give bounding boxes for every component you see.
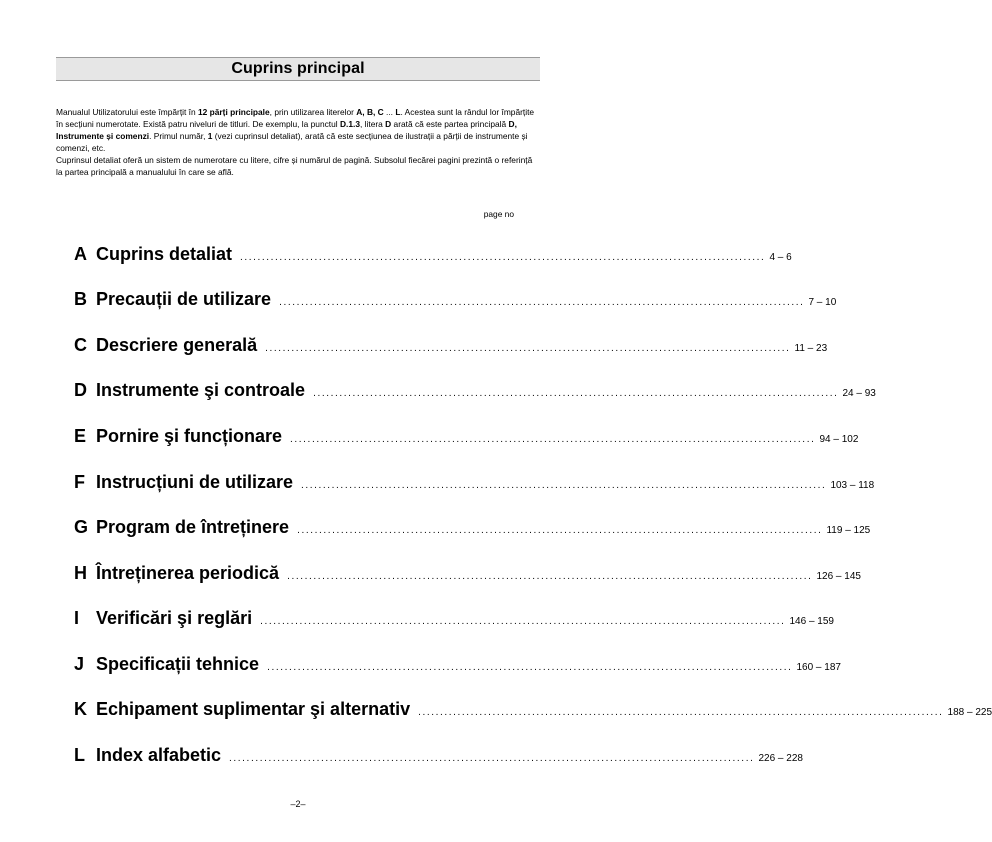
toc-title: Întreținerea periodică bbox=[96, 563, 280, 583]
intro-paragraph-2: Cuprinsul detaliat oferă un sistem de numerotare cu litere, cifre și numărul de pagină. Subsolul fiecărei pagini prezintă o referință la partea principală a manualului în care se află. bbox=[56, 155, 533, 178]
toc-title: Program de întreținere bbox=[96, 517, 290, 537]
toc-pages: 146 – 159 bbox=[789, 616, 834, 627]
toc-entry-l[interactable] bbox=[74, 745, 803, 771]
dot-leader: ........................................................................................................................ bbox=[240, 252, 766, 263]
intro-text bbox=[56, 106, 540, 179]
dot-leader: ........................................................................................................................ bbox=[290, 434, 816, 445]
toc-letter: L bbox=[74, 745, 85, 765]
toc-entry-k[interactable] bbox=[74, 699, 992, 725]
intro-bold-run: 12 părți principale bbox=[197, 107, 270, 117]
page-no-label: page no bbox=[483, 209, 514, 219]
toc-pages: 126 – 145 bbox=[816, 571, 861, 582]
toc-letter: D bbox=[74, 380, 87, 400]
dot-leader: ........................................................................................................................ bbox=[260, 616, 786, 627]
toc-entry-f[interactable] bbox=[74, 472, 875, 498]
toc-pages: 7 – 10 bbox=[808, 297, 837, 308]
intro-text-run: ... bbox=[383, 107, 396, 117]
toc-letter: F bbox=[74, 472, 85, 492]
intro-text-run: (vezi cuprinsul detaliat), arată că este secțiunea de ilustrații a părții de instrumente și comenzi, etc. bbox=[56, 131, 528, 154]
title-bar bbox=[56, 57, 540, 81]
page-number-footer: –2– bbox=[290, 799, 306, 809]
intro-bold-run: A, B, C bbox=[356, 107, 384, 117]
intro-bold-run: L bbox=[395, 107, 401, 117]
toc-pages: 160 – 187 bbox=[796, 662, 841, 673]
toc-entry-c[interactable] bbox=[74, 335, 828, 361]
toc-entry-a[interactable] bbox=[74, 244, 792, 270]
dot-leader: ........................................................................................................................ bbox=[418, 707, 944, 718]
toc-title: Specificații tehnice bbox=[96, 654, 260, 674]
toc-pages: 103 – 118 bbox=[830, 480, 875, 491]
intro-text-run: . Primul număr, bbox=[149, 131, 208, 142]
dot-leader: ........................................................................................................................ bbox=[313, 388, 839, 399]
intro-paragraph-1 bbox=[56, 106, 540, 154]
toc-letter: E bbox=[74, 426, 87, 446]
intro-text-run: arată că este partea principală bbox=[391, 119, 509, 130]
toc-pages: 188 – 225 bbox=[947, 707, 992, 718]
toc-entry-j[interactable] bbox=[74, 654, 841, 680]
toc-title: Descriere generală bbox=[96, 335, 258, 355]
toc-entry-i[interactable] bbox=[74, 608, 834, 634]
toc-letter: C bbox=[74, 335, 87, 355]
toc-entry-h[interactable] bbox=[74, 563, 861, 589]
dot-leader: ........................................................................................................................ bbox=[229, 753, 755, 764]
intro-text-run: Manualul Utilizatorului este împărțit în bbox=[56, 107, 198, 117]
toc-entry-d[interactable] bbox=[74, 380, 876, 406]
toc-title: Instrumente şi controale bbox=[96, 380, 306, 400]
toc-letter: B bbox=[74, 289, 87, 309]
toc-pages: 119 – 125 bbox=[826, 525, 871, 536]
toc-title: Cuprins detaliat bbox=[96, 244, 233, 264]
toc-title: Echipament suplimentar şi alternativ bbox=[96, 699, 411, 719]
toc-pages: 11 – 23 bbox=[794, 343, 828, 354]
toc-title: Index alfabetic bbox=[96, 745, 222, 765]
toc-entry-b[interactable] bbox=[74, 289, 837, 315]
intro-text-run: , litera bbox=[360, 119, 386, 130]
toc-letter: J bbox=[74, 654, 85, 674]
toc-letter: I bbox=[74, 608, 80, 628]
toc-pages: 226 – 228 bbox=[758, 753, 803, 764]
intro-text-run: . Acestea sunt la rândul lor împărțite în secțiuni numerotate. Există patru niveluri de titluri. De exemplu, la punctul bbox=[56, 107, 535, 130]
toc-entry-e[interactable] bbox=[74, 426, 859, 452]
page-title: Cuprins principal bbox=[231, 60, 365, 77]
toc-letter: A bbox=[74, 244, 87, 264]
intro-bold-run: D, Instrumente și comenzi bbox=[56, 119, 517, 142]
toc-pages: 24 – 93 bbox=[842, 388, 876, 399]
toc-title: Instrucțiuni de utilizare bbox=[96, 472, 294, 492]
dot-leader: ........................................................................................................................ bbox=[297, 525, 823, 536]
toc-title: Verificări şi reglări bbox=[96, 608, 253, 628]
intro-bold-run: D.1.3 bbox=[339, 119, 360, 130]
dot-leader: ........................................................................................................................ bbox=[287, 571, 813, 582]
dot-leader: ........................................................................................................................ bbox=[265, 343, 791, 354]
toc-pages: 4 – 6 bbox=[769, 252, 792, 263]
dot-leader: ........................................................................................................................ bbox=[301, 480, 827, 491]
toc-entry-g[interactable] bbox=[74, 517, 871, 543]
toc-pages: 94 – 102 bbox=[819, 434, 859, 445]
intro-text-run: , prin utilizarea literelor bbox=[269, 107, 357, 117]
dot-leader: ........................................................................................................................ bbox=[267, 662, 793, 673]
toc-title: Precauții de utilizare bbox=[96, 289, 272, 309]
intro-bold-run: D bbox=[385, 119, 392, 130]
toc-letter: G bbox=[74, 517, 89, 537]
toc-letter: H bbox=[74, 563, 87, 583]
intro-bold-run: 1 bbox=[207, 131, 213, 142]
toc-title: Pornire şi funcționare bbox=[96, 426, 283, 446]
dot-leader: ........................................................................................................................ bbox=[279, 297, 805, 308]
toc-letter: K bbox=[74, 699, 87, 719]
